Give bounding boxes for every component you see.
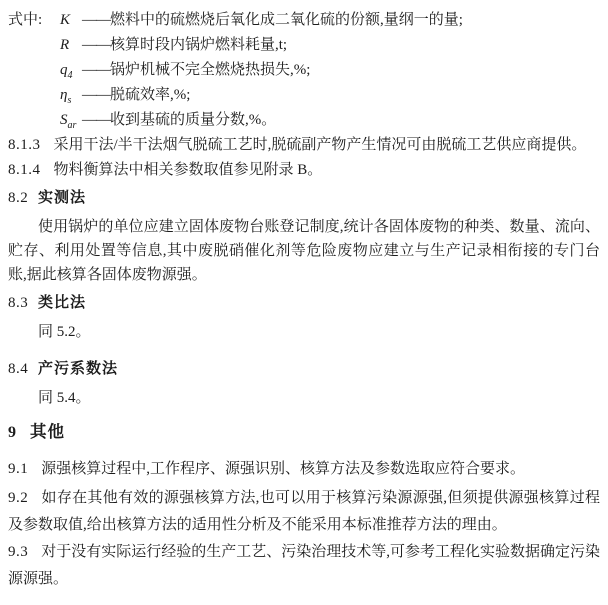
clause-text: 采用干法/半干法烟气脱硫工艺时,脱硫副产物产生情况可由脱硫工艺供应商提供。 (53, 137, 587, 153)
symbol-eta-s: $\eta_s$ (60, 87, 72, 106)
definition-text: 收到基硫的质量分数,%。 (110, 112, 277, 128)
clause-number: 8.1.3 (8, 137, 41, 153)
symbol-q4: $q_4$ (60, 62, 73, 81)
section-title: 类比法 (38, 294, 87, 311)
section-8-4-paragraph: 同 5.4。 (38, 390, 91, 406)
clause-number: 9.3 (8, 544, 29, 560)
clause-text: 如存在其他有效的源强核算方法,也可以用于核算污染源源强,但须提供源强核算过程及参数取值,给出核算方法的适用性分析及不能采用本标准推荐方法的理由。 (8, 490, 600, 533)
clause-number: 9.1 (8, 461, 29, 477)
clause-text: 对于没有实际运行经验的生产工艺、污染治理技术等,可参考工程化实验数据确定污染源源强。 (8, 544, 601, 587)
clause-number: 9.2 (8, 490, 29, 506)
definition-row (8, 108, 600, 133)
definition-dash: —— (82, 62, 110, 78)
clause-9-3 (8, 539, 600, 593)
section-number: 8.2 (8, 190, 29, 206)
section-number: 8.3 (8, 295, 29, 311)
chapter-number: 9 (8, 424, 17, 441)
section-8-2-paragraph: 使用锅炉的单位应建立固体废物台账登记制度,统计各固体废物的种类、数量、流向、贮存、利用处置等信息,其中废脱硝催化剂等危险废物应建立与生产记录相衔接的专门台账,据此核算各固体废物源强。 (8, 219, 600, 283)
clause-number: 8.1.4 (8, 162, 41, 178)
section-heading-8-3 (8, 290, 600, 316)
section-number: 8.4 (8, 361, 29, 377)
definition-row (8, 58, 600, 83)
definition-row (8, 8, 600, 33)
clause-text: 物料衡算法中相关参数取值参见附录 B。 (53, 162, 323, 178)
section-title: 实测法 (38, 189, 87, 206)
where-label: 式中: (8, 12, 43, 28)
section-heading-8-2 (8, 185, 600, 211)
symbol-S-ar: $S_{ar}$ (60, 112, 77, 131)
symbol-R: R (60, 37, 70, 53)
clause-9-1 (8, 456, 600, 483)
definition-dash: —— (82, 12, 110, 28)
definition-dash: —— (82, 37, 110, 53)
section-heading-8-4 (8, 356, 600, 382)
definition-dash: —— (82, 112, 110, 128)
definition-text: 锅炉机械不完全燃烧热损失,%; (110, 62, 311, 78)
clause-8-1-4 (8, 158, 600, 183)
definition-row (8, 83, 600, 108)
chapter-heading-9 (8, 419, 600, 446)
clause-8-1-3 (8, 133, 600, 158)
definition-text: 燃料中的硫燃烧后氧化成二氧化硫的份额,量纲一的量; (110, 12, 463, 28)
chapter-title: 其他 (30, 423, 65, 441)
section-8-3-paragraph: 同 5.2。 (38, 324, 91, 340)
symbol-K: K (60, 12, 71, 28)
clause-9-2 (8, 485, 600, 539)
definition-text: 核算时段内锅炉燃料耗量,t; (110, 37, 288, 53)
definition-dash: —— (82, 87, 110, 103)
definition-row (8, 33, 600, 58)
formula-where-block (8, 8, 600, 133)
section-title: 产污系数法 (38, 360, 119, 377)
definition-text: 脱硫效率,%; (110, 87, 191, 103)
clause-text: 源强核算过程中,工作程序、源强识别、核算方法及参数选取应符合要求。 (41, 461, 526, 477)
